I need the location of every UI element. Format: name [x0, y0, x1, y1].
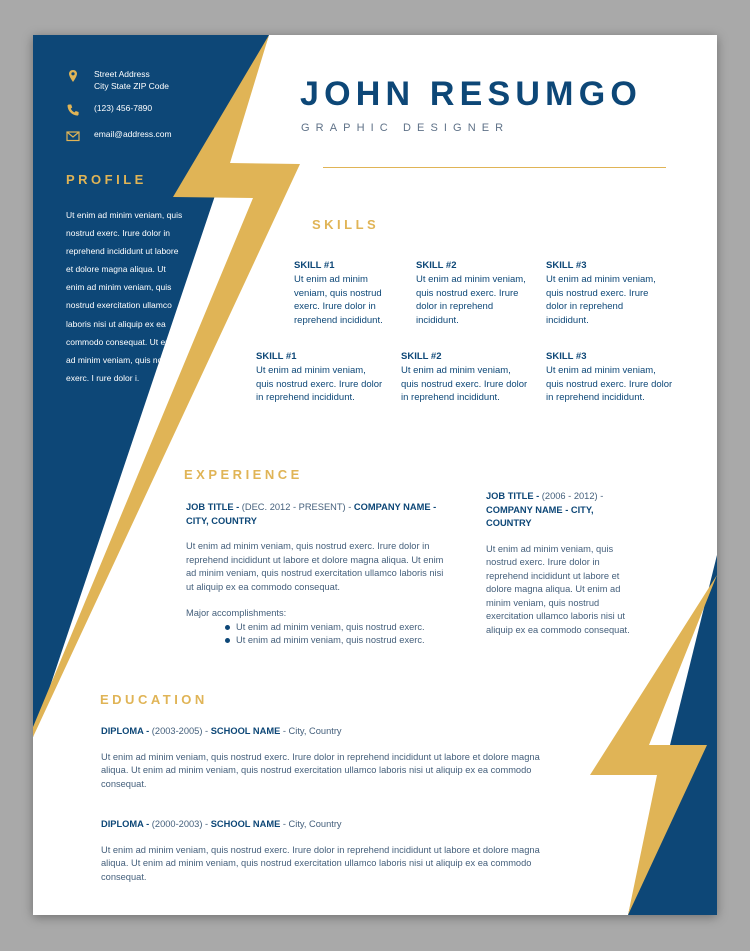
phone-number: (123) 456-7890 — [94, 103, 153, 113]
skill-text: Ut enim ad minim veniam, quis nostrud exerc. Irure dolor in reprehend incididunt. — [546, 365, 673, 404]
candidate-name: JOHN RESUMGO — [300, 75, 642, 113]
skill-title: SKILL #3 — [546, 351, 587, 362]
school-location: - City, Country — [280, 726, 342, 736]
contact-phone — [66, 102, 152, 117]
skill-item — [256, 350, 384, 405]
profile-text: Ut enim ad minim veniam, quis nostrud exerc. Irure dolor in reprehend incididunt ut labore et dolore magna aliqua. Ut enim ad minim veniam, quis nostrud exercitation ullamco laboris nisi ut aliquip ex ea commodo consequat. Ut enim ad minim veniam, quis nostrud exerc. I rure dolor i. — [66, 210, 183, 383]
skill-item — [294, 259, 402, 327]
diploma-years: (2000-2003) - — [151, 819, 211, 829]
school-name: SCHOOL NAME — [210, 819, 281, 829]
diploma-label: DIPLOMA - — [101, 819, 152, 829]
education-item — [101, 725, 541, 791]
experience-job-2 — [486, 490, 632, 637]
skill-item — [546, 350, 674, 405]
job-1-heading — [186, 501, 448, 528]
skill-text: Ut enim ad minim veniam, quis nostrud exerc. Irure dolor in reprehend incididunt. — [546, 274, 656, 326]
education-description: Ut enim ad minim veniam, quis nostrud exerc. Irure dolor in reprehend incididunt ut labore et dolore magna aliqua. Ut enim ad minim veniam, quis nostrud exercitation ullamco laboris nisi ut aliquip ex ea commodo consequat. — [101, 751, 540, 789]
experience-job-1 — [186, 501, 448, 648]
skill-title: SKILL #3 — [546, 260, 587, 271]
job-2-description: Ut enim ad minim veniam, quis nostrud exerc. Irure dolor in reprehend incididunt ut labore et dolore magna aliqua. Ut enim ad minim veniam, quis nostrud exercitation ullamco laboris nisi ut aliquip ex ea commodo consequat. — [486, 543, 630, 635]
profile-heading: PROFILE — [66, 172, 147, 187]
skill-title: SKILL #1 — [256, 351, 297, 362]
skill-text: Ut enim ad minim veniam, quis nostrud exerc. Irure dolor in reprehend incididunt. — [416, 274, 526, 326]
job-1-description: Ut enim ad minim veniam, quis nostrud exerc. Irure dolor in reprehend incididunt ut labore et dolore magna aliqua. Ut enim ad minim veniam, quis nostrud exercitation ullamco laboris nisi ut aliquip ex ea commodo consequat. — [186, 541, 444, 592]
education-description: Ut enim ad minim veniam, quis nostrud exerc. Irure dolor in reprehend incididunt ut labore et dolore magna aliqua. Ut enim ad minim veniam, quis nostrud exercitation ullamco laboris nisi ut aliquip ex ea commodo consequat. — [101, 844, 540, 882]
diploma-label: DIPLOMA - — [101, 726, 152, 736]
skill-text: Ut enim ad minim veniam, quis nostrud exerc. Irure dolor in reprehend incididunt. — [256, 365, 383, 404]
address-line2: City State ZIP Code — [94, 81, 169, 91]
school-location: - City, Country — [280, 819, 342, 829]
candidate-job-title: GRAPHIC DESIGNER — [301, 122, 510, 134]
experience-heading: EXPERIENCE — [184, 467, 303, 482]
school-name: SCHOOL NAME — [210, 726, 281, 736]
accomplishment-item: Ut enim ad minim veniam, quis nostrud exerc. — [225, 621, 448, 635]
job-2-company: COMPANY NAME - CITY, COUNTRY — [486, 504, 594, 528]
envelope-icon — [66, 129, 80, 143]
job-1-company: COMPANY NAME - CITY, COUNTRY — [186, 502, 437, 526]
job-2-heading — [486, 490, 632, 531]
header-divider — [323, 167, 666, 168]
job-1-title: JOB TITLE - — [186, 502, 242, 512]
education-heading-line — [101, 818, 541, 832]
skill-title: SKILL #1 — [294, 260, 335, 271]
email-address: email@address.com — [94, 129, 172, 139]
skill-title: SKILL #2 — [416, 260, 457, 271]
skill-item — [546, 259, 658, 327]
education-item — [101, 818, 541, 884]
skill-text: Ut enim ad minim veniam, quis nostrud exerc. Irure dolor in reprehend incididunt. — [401, 365, 528, 404]
diploma-years: (2003-2005) - — [151, 726, 211, 736]
skill-item — [401, 350, 529, 405]
job-2-title: JOB TITLE - — [486, 491, 542, 501]
job-1-accomplishments-label: Major accomplishments: — [186, 608, 287, 618]
contact-email — [66, 128, 172, 143]
accomplishment-item: Ut enim ad minim veniam, quis nostrud exerc. — [225, 634, 448, 648]
job-2-dates: (2006 - 2012) - — [541, 491, 604, 501]
skills-heading: SKILLS — [312, 217, 380, 232]
skill-text: Ut enim ad minim veniam, quis nostrud exerc. Irure dolor in reprehend incididunt. — [294, 274, 383, 326]
education-heading-line — [101, 725, 541, 739]
skill-item — [416, 259, 528, 327]
contact-address — [66, 68, 169, 92]
job-1-accomplishments-list — [225, 621, 448, 648]
resume-page — [33, 35, 717, 915]
phone-icon — [66, 103, 80, 117]
job-1-dates: (DEC. 2012 - PRESENT) - — [241, 502, 354, 512]
education-heading: EDUCATION — [100, 692, 208, 707]
location-pin-icon — [66, 69, 80, 83]
address-line1: Street Address — [94, 69, 150, 79]
skill-title: SKILL #2 — [401, 351, 442, 362]
